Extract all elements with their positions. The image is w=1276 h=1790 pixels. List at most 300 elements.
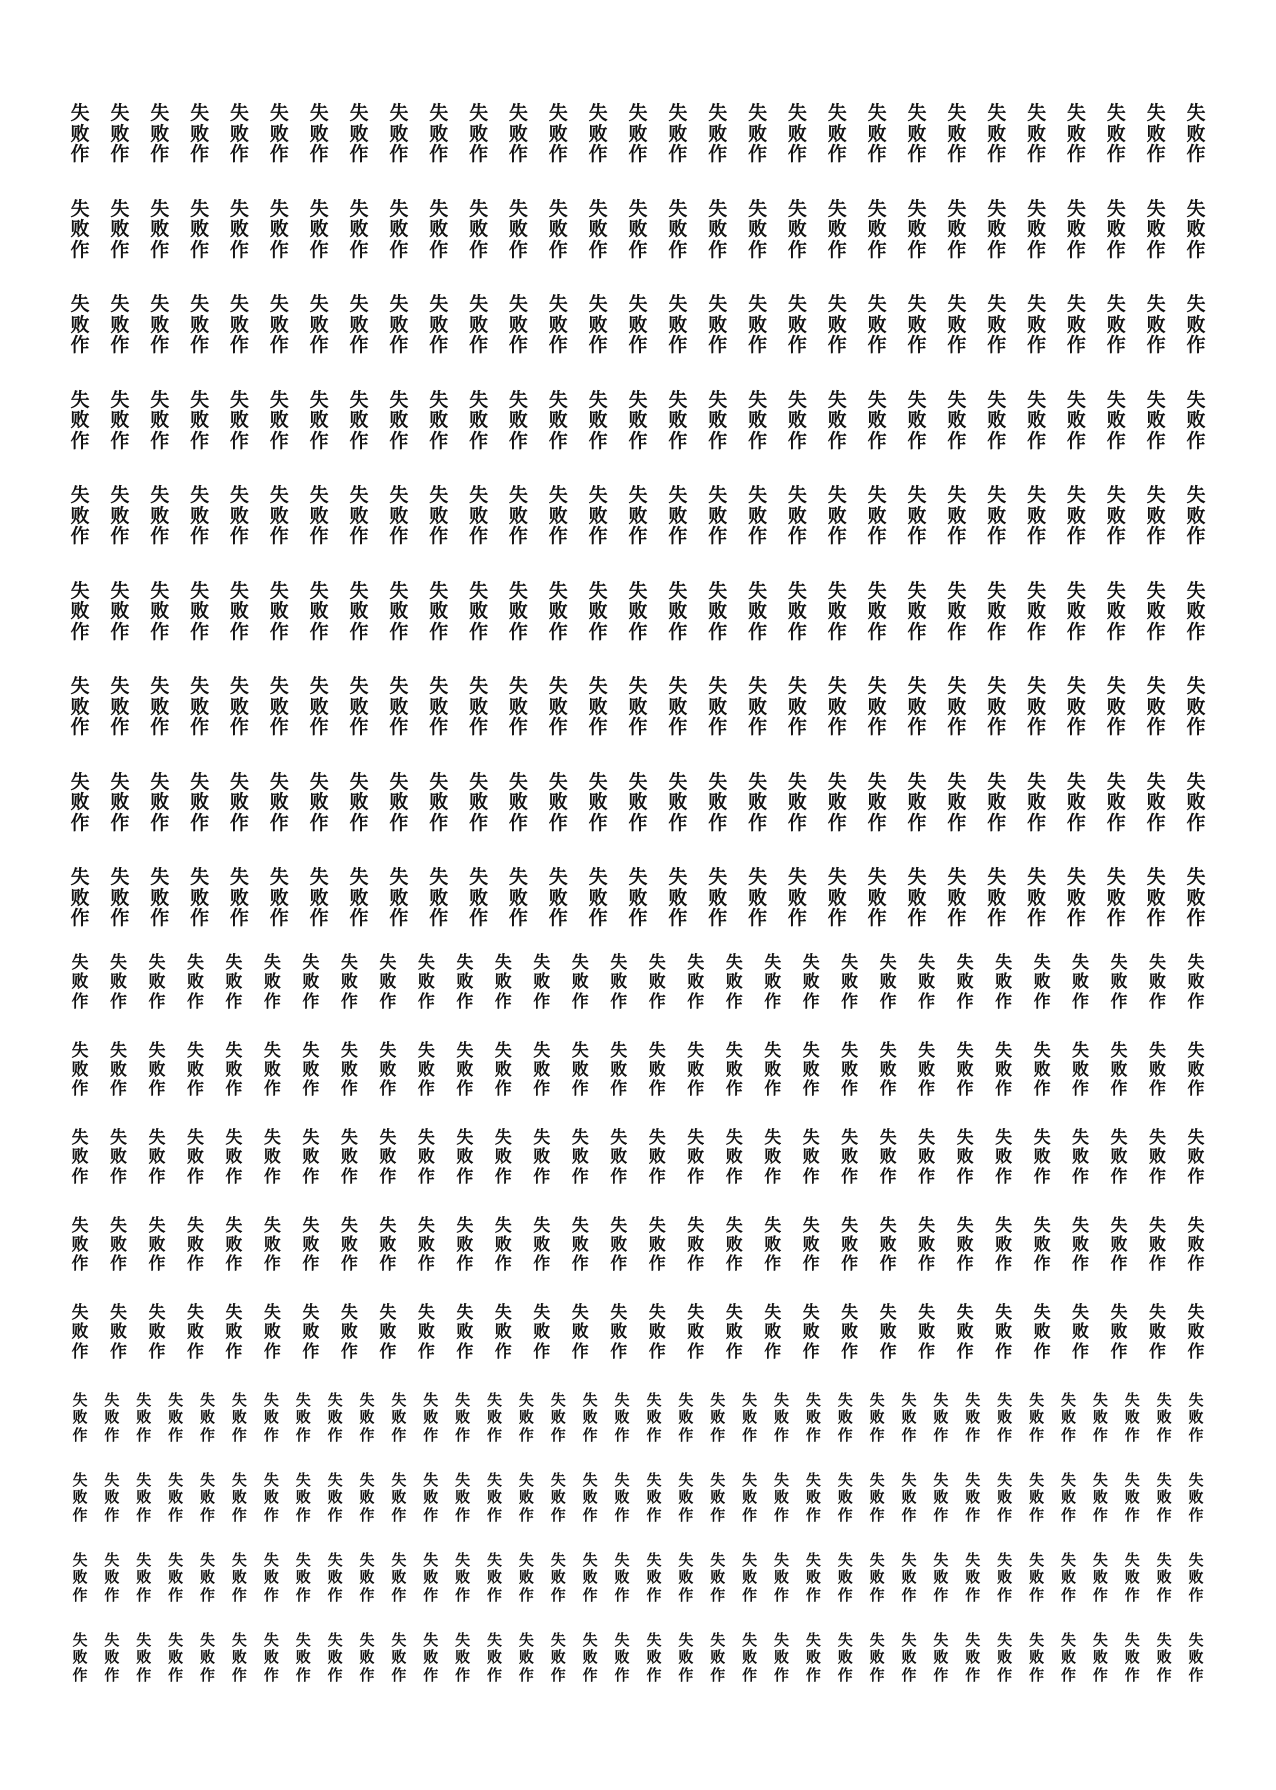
practice-character-group — [787, 579, 807, 644]
practice-character: 败 — [186, 1059, 204, 1080]
practice-character-group — [391, 1633, 406, 1685]
practice-character: 败 — [1033, 1234, 1051, 1255]
practice-character: 败 — [71, 972, 89, 993]
practice-character: 作 — [668, 907, 688, 930]
practice-character-group — [110, 770, 130, 835]
practice-character: 败 — [391, 1648, 407, 1667]
practice-character: 败 — [648, 1322, 666, 1343]
practice-character-group — [296, 1393, 311, 1445]
practice-character-group — [417, 1215, 435, 1276]
practice-character: 失 — [710, 1471, 726, 1489]
practice-character: 失 — [1072, 1040, 1090, 1061]
practice-character: 失 — [678, 1471, 694, 1489]
practice-character: 败 — [907, 122, 927, 145]
practice-character: 作 — [417, 1166, 435, 1187]
practice-character: 败 — [668, 409, 688, 432]
practice-character: 作 — [429, 429, 449, 452]
practice-character: 失 — [907, 197, 927, 220]
practice-character-group — [359, 1633, 374, 1685]
practice-character: 失 — [186, 1215, 204, 1236]
practice-character-group — [328, 1393, 343, 1445]
practice-character-group — [880, 955, 897, 1013]
practice-character: 作 — [668, 429, 688, 452]
practice-character: 失 — [327, 1471, 343, 1489]
practice-character: 作 — [1027, 716, 1047, 739]
practice-character: 败 — [907, 886, 927, 909]
practice-character-group — [417, 1040, 435, 1101]
practice-character: 作 — [550, 1665, 566, 1684]
practice-character: 失 — [687, 1303, 705, 1323]
practice-character-group — [1029, 1393, 1044, 1445]
practice-character-group — [572, 1305, 589, 1363]
practice-character-group — [1187, 295, 1206, 357]
practice-character-group — [494, 1215, 512, 1276]
practice-character: 败 — [1066, 600, 1086, 623]
practice-character: 作 — [379, 1341, 397, 1362]
practice-character: 失 — [869, 1471, 885, 1489]
practice-character: 败 — [518, 1408, 534, 1427]
practice-character-group — [455, 1473, 470, 1525]
practice-character: 失 — [110, 484, 130, 506]
practice-character: 败 — [168, 1648, 184, 1667]
practice-character: 败 — [1029, 1488, 1045, 1507]
practice-character: 作 — [773, 1425, 789, 1444]
practice-character: 败 — [469, 122, 489, 145]
practice-character: 败 — [805, 1408, 821, 1427]
practice-character: 败 — [1066, 695, 1086, 718]
practice-character: 败 — [628, 122, 648, 145]
practice-character-group — [588, 770, 608, 835]
practice-character: 败 — [186, 1234, 204, 1255]
practice-character: 作 — [614, 1425, 630, 1444]
practice-character: 败 — [933, 1408, 949, 1427]
practice-character: 失 — [229, 484, 249, 506]
practice-character: 失 — [487, 1391, 503, 1409]
practice-character: 作 — [456, 1341, 474, 1362]
practice-character: 失 — [186, 953, 204, 973]
practice-character: 败 — [1146, 313, 1166, 336]
practice-character: 作 — [1149, 991, 1167, 1012]
practice-character: 败 — [302, 1234, 320, 1255]
practice-character-group — [270, 868, 289, 930]
practice-character: 作 — [867, 143, 887, 166]
practice-character: 作 — [229, 429, 249, 452]
practice-character: 作 — [1027, 620, 1047, 643]
practice-character: 作 — [1066, 429, 1086, 452]
practice-character: 作 — [571, 1166, 589, 1187]
practice-character: 败 — [1146, 695, 1166, 718]
practice-character: 失 — [837, 1631, 853, 1649]
practice-character: 败 — [186, 972, 204, 993]
practice-character: 败 — [508, 504, 528, 527]
practice-character-group — [456, 1130, 473, 1188]
practice-character-group — [947, 295, 966, 357]
practice-character: 失 — [70, 866, 90, 888]
practice-character-group — [646, 1633, 661, 1685]
practice-character-group — [742, 1633, 757, 1685]
practice-character: 失 — [582, 1391, 598, 1409]
practice-character: 败 — [995, 1322, 1013, 1343]
practice-character: 败 — [995, 1234, 1013, 1255]
practice-character: 作 — [1027, 143, 1047, 166]
practice-character: 作 — [309, 238, 329, 261]
practice-character: 作 — [1092, 1425, 1108, 1444]
practice-character: 作 — [610, 1254, 628, 1275]
practice-character: 失 — [379, 953, 397, 973]
practice-character: 败 — [588, 218, 608, 241]
practice-character: 败 — [417, 972, 435, 993]
practice-character: 作 — [628, 907, 648, 930]
practice-character: 作 — [109, 1341, 127, 1362]
practice-character-group — [296, 1473, 311, 1525]
practice-character: 失 — [1106, 484, 1126, 506]
practice-character: 作 — [802, 1341, 820, 1362]
practice-character: 失 — [225, 1303, 243, 1323]
practice-character: 作 — [190, 429, 210, 452]
practice-character-group — [788, 295, 807, 357]
practice-character-group — [987, 388, 1007, 453]
practice-character: 作 — [678, 1665, 694, 1684]
practice-character: 败 — [548, 409, 568, 432]
practice-character: 败 — [610, 1322, 628, 1343]
practice-character: 失 — [349, 579, 369, 602]
practice-character: 失 — [646, 1551, 662, 1569]
practice-character: 败 — [1106, 122, 1126, 145]
practice-character: 败 — [933, 1648, 949, 1667]
practice-character: 作 — [168, 1665, 184, 1684]
practice-character-group — [186, 1215, 204, 1276]
practice-character: 作 — [646, 1505, 662, 1524]
practice-character: 作 — [837, 1665, 853, 1684]
practice-character: 败 — [70, 504, 90, 527]
practice-character: 作 — [200, 1665, 216, 1684]
practice-character: 失 — [269, 388, 289, 411]
practice-character-group — [469, 295, 488, 357]
practice-character-group — [136, 1553, 151, 1605]
practice-character: 失 — [879, 1215, 897, 1236]
practice-character-group — [803, 1305, 820, 1363]
practice-character: 失 — [70, 579, 90, 602]
practice-character-group — [987, 770, 1007, 835]
practice-character: 败 — [907, 313, 927, 336]
practice-character: 失 — [469, 579, 489, 602]
practice-character: 作 — [628, 525, 648, 548]
practice-character-group — [629, 104, 648, 166]
practice-character: 作 — [548, 907, 568, 930]
practice-character-group — [190, 770, 210, 835]
practice-character: 作 — [841, 1166, 859, 1187]
practice-character: 作 — [1027, 238, 1047, 261]
practice-character-group — [648, 1040, 666, 1101]
practice-character: 失 — [933, 1391, 949, 1409]
practice-character: 作 — [269, 716, 289, 739]
practice-character-group — [110, 197, 130, 262]
practice-character: 作 — [487, 1585, 503, 1604]
practice-character-group — [687, 955, 704, 1013]
practice-character: 败 — [1149, 1322, 1167, 1343]
practice-character: 作 — [1188, 1585, 1204, 1604]
practice-character-group — [802, 1215, 820, 1276]
practice-character: 失 — [1060, 1631, 1076, 1649]
practice-character: 失 — [550, 1631, 566, 1649]
practice-character-group — [787, 770, 807, 835]
practice-character-group — [918, 955, 935, 1013]
practice-character: 作 — [588, 620, 608, 643]
practice-character-group — [788, 868, 807, 930]
practice-character-group — [229, 197, 249, 262]
practice-character: 作 — [805, 1505, 821, 1524]
practice-character-group — [269, 388, 289, 453]
practice-character-group — [965, 1473, 980, 1525]
practice-character-group — [868, 677, 887, 739]
practice-character: 败 — [309, 504, 329, 527]
practice-character: 失 — [429, 293, 449, 315]
practice-character: 失 — [136, 1551, 152, 1569]
practice-character: 败 — [1187, 1234, 1205, 1255]
practice-character-group — [150, 677, 169, 739]
practice-character-group — [1029, 1553, 1044, 1605]
practice-character: 败 — [225, 1322, 243, 1343]
practice-character: 作 — [455, 1505, 471, 1524]
practice-character: 败 — [648, 1234, 666, 1255]
practice-character: 失 — [190, 484, 210, 506]
practice-character: 失 — [787, 770, 807, 793]
practice-character: 败 — [725, 1322, 743, 1343]
practice-character: 失 — [150, 102, 170, 124]
practice-character: 作 — [725, 1166, 743, 1187]
practice-character: 作 — [1149, 1079, 1167, 1100]
practice-character-group — [1072, 955, 1089, 1013]
practice-character-group — [429, 579, 449, 644]
practice-character: 失 — [1029, 1391, 1045, 1409]
practice-character: 作 — [648, 991, 666, 1012]
practice-character: 失 — [150, 866, 170, 888]
practice-character-group — [389, 295, 408, 357]
practice-character: 作 — [1149, 1341, 1167, 1362]
practice-character-group — [263, 1215, 281, 1276]
practice-character: 失 — [71, 1215, 89, 1236]
practice-character-group — [148, 1040, 166, 1101]
practice-character: 失 — [628, 197, 648, 220]
practice-character: 败 — [389, 600, 409, 623]
practice-character: 失 — [302, 1040, 320, 1061]
practice-character: 败 — [956, 1234, 974, 1255]
practice-character: 失 — [518, 1551, 534, 1569]
practice-character: 败 — [687, 1322, 705, 1343]
practice-character: 失 — [628, 675, 648, 697]
practice-character: 作 — [582, 1585, 598, 1604]
practice-character: 作 — [1072, 1341, 1090, 1362]
practice-character: 作 — [805, 1585, 821, 1604]
practice-character: 失 — [269, 579, 289, 602]
practice-character: 失 — [548, 579, 568, 602]
practice-character: 失 — [1188, 1471, 1204, 1489]
practice-character: 失 — [588, 675, 608, 697]
practice-character: 败 — [1110, 1322, 1128, 1343]
practice-character: 作 — [1146, 525, 1166, 548]
practice-character-group — [1149, 1040, 1167, 1101]
practice-character: 败 — [947, 886, 967, 909]
practice-character: 败 — [295, 1648, 311, 1667]
practice-character: 败 — [150, 218, 170, 241]
practice-character: 败 — [907, 791, 927, 814]
practice-character: 作 — [571, 1079, 589, 1100]
practice-character: 作 — [1156, 1585, 1172, 1604]
practice-character: 作 — [628, 811, 648, 834]
practice-character: 失 — [456, 1128, 474, 1148]
practice-character: 失 — [508, 293, 528, 315]
practice-character: 失 — [302, 1215, 320, 1236]
practice-character: 失 — [1027, 197, 1047, 220]
practice-character: 败 — [349, 218, 369, 241]
practice-character: 失 — [1092, 1631, 1108, 1649]
practice-character: 作 — [389, 620, 409, 643]
practice-character: 败 — [1186, 218, 1206, 241]
practice-character: 作 — [1156, 1425, 1172, 1444]
practice-character: 作 — [837, 1425, 853, 1444]
practice-character-group — [389, 868, 408, 930]
practice-character: 败 — [423, 1408, 439, 1427]
practice-character: 败 — [901, 1488, 917, 1507]
practice-character-group — [687, 1130, 704, 1188]
practice-character: 败 — [359, 1408, 375, 1427]
practice-character: 败 — [628, 218, 648, 241]
practice-character: 失 — [309, 197, 329, 220]
practice-character: 失 — [805, 1631, 821, 1649]
practice-character: 败 — [200, 1408, 216, 1427]
practice-character: 败 — [225, 1234, 243, 1255]
practice-character: 作 — [190, 811, 210, 834]
practice-character: 败 — [571, 1059, 589, 1080]
practice-character: 作 — [687, 1079, 705, 1100]
practice-character-group — [469, 486, 488, 548]
practice-character: 失 — [349, 102, 369, 124]
practice-character-group — [787, 388, 807, 453]
practice-character: 失 — [148, 1040, 166, 1061]
practice-character: 失 — [190, 388, 210, 411]
practice-character: 失 — [190, 770, 210, 793]
practice-character: 作 — [879, 991, 897, 1012]
practice-character: 败 — [229, 122, 249, 145]
practice-character: 作 — [879, 1079, 897, 1100]
practice-character: 作 — [455, 1425, 471, 1444]
practice-character: 失 — [742, 1391, 758, 1409]
practice-character: 作 — [628, 238, 648, 261]
practice-character: 败 — [148, 972, 166, 993]
practice-character: 失 — [742, 1551, 758, 1569]
practice-character: 败 — [1092, 1648, 1108, 1667]
practice-character: 作 — [389, 334, 409, 357]
practice-character-group — [774, 1473, 789, 1525]
practice-character: 失 — [1146, 675, 1166, 697]
practice-character: 失 — [907, 579, 927, 602]
practice-character: 失 — [1029, 1471, 1045, 1489]
practice-character-group — [70, 579, 90, 644]
practice-character: 败 — [340, 972, 358, 993]
practice-character: 作 — [349, 525, 369, 548]
practice-character: 败 — [533, 1059, 551, 1080]
practice-character: 败 — [389, 791, 409, 814]
practice-character: 败 — [1106, 218, 1126, 241]
practice-character: 失 — [72, 1391, 88, 1409]
practice-character-group — [1187, 1215, 1205, 1276]
practice-character: 败 — [71, 1234, 89, 1255]
practice-character: 败 — [646, 1568, 662, 1587]
practice-character: 作 — [494, 991, 512, 1012]
practice-character-group — [908, 295, 927, 357]
practice-character: 败 — [1187, 1147, 1205, 1168]
practice-character: 失 — [269, 484, 289, 506]
practice-character: 失 — [582, 1551, 598, 1569]
practice-character: 作 — [1186, 620, 1206, 643]
practice-character: 失 — [787, 102, 807, 124]
practice-character-group — [629, 868, 648, 930]
practice-character-group — [549, 295, 568, 357]
practice-character: 作 — [648, 1341, 666, 1362]
practice-character-group — [190, 104, 209, 166]
practice-character-group — [150, 486, 169, 548]
practice-character: 败 — [110, 409, 130, 432]
practice-character: 败 — [956, 972, 974, 993]
practice-character-group — [764, 1305, 781, 1363]
practice-character: 失 — [340, 1303, 358, 1323]
practice-character: 作 — [827, 525, 847, 548]
practice-character: 败 — [110, 122, 130, 145]
practice-character: 败 — [987, 600, 1007, 623]
practice-character: 作 — [1027, 429, 1047, 452]
practice-character: 作 — [72, 1425, 88, 1444]
practice-character: 败 — [70, 791, 90, 814]
practice-character: 败 — [104, 1648, 120, 1667]
practice-character: 作 — [302, 1341, 320, 1362]
practice-character: 败 — [487, 1488, 503, 1507]
practice-character: 失 — [933, 1631, 949, 1649]
practice-character: 作 — [518, 1585, 534, 1604]
practice-character: 作 — [956, 1166, 974, 1187]
practice-character: 败 — [648, 1147, 666, 1168]
practice-character-group — [1186, 579, 1206, 644]
practice-character: 败 — [678, 1408, 694, 1427]
practice-character-group — [933, 1393, 948, 1445]
practice-character: 作 — [1033, 991, 1051, 1012]
practice-character: 失 — [150, 579, 170, 602]
practice-character: 败 — [901, 1408, 917, 1427]
practice-character: 败 — [1146, 600, 1166, 623]
practice-character-group — [1093, 1633, 1108, 1685]
practice-character-group — [302, 1215, 320, 1276]
practice-character: 败 — [1186, 504, 1206, 527]
practice-character: 败 — [229, 409, 249, 432]
practice-character: 作 — [109, 1166, 127, 1187]
practice-character: 失 — [309, 388, 329, 411]
practice-character: 败 — [340, 1234, 358, 1255]
practice-character: 失 — [827, 866, 847, 888]
practice-character: 作 — [918, 1079, 936, 1100]
practice-character-group — [187, 955, 204, 1013]
practice-character: 败 — [588, 695, 608, 718]
practice-character: 作 — [150, 238, 170, 261]
practice-character: 失 — [827, 197, 847, 220]
practice-character: 作 — [327, 1505, 343, 1524]
practice-character-group — [987, 486, 1006, 548]
practice-character: 作 — [379, 1254, 397, 1275]
practice-character: 败 — [349, 504, 369, 527]
practice-character: 失 — [805, 1391, 821, 1409]
practice-character: 败 — [190, 600, 210, 623]
practice-character-group — [341, 1130, 358, 1188]
practice-character: 作 — [648, 1079, 666, 1100]
practice-character: 败 — [918, 1322, 936, 1343]
